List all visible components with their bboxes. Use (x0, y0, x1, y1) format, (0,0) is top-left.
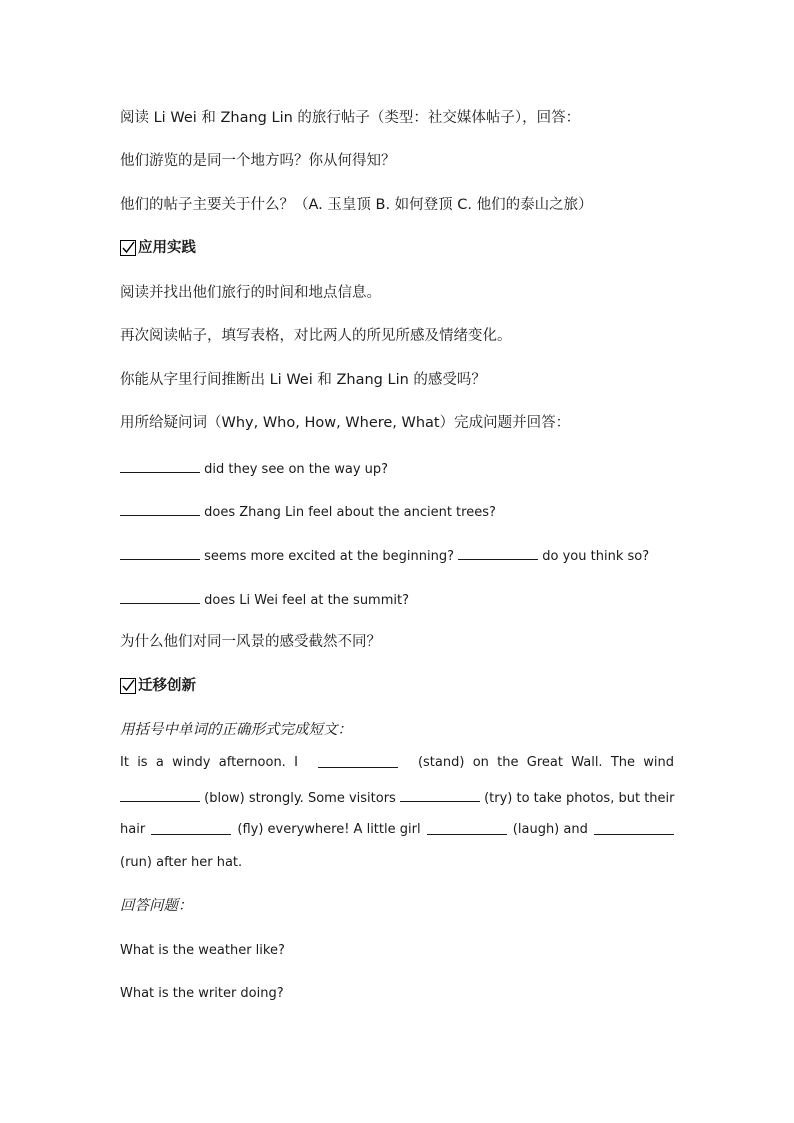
transfer-instruction: 用括号中单词的正确形式完成短文： (120, 722, 352, 738)
answer-blank[interactable] (400, 787, 480, 802)
apply-item-4: 用所给疑问词（Why, Who, How, Where, What）完成问题并回答： (120, 415, 571, 431)
answer-blank[interactable] (318, 753, 398, 768)
apply-item-1: 阅读并找出他们旅行的时间和地点信息。 (120, 285, 381, 301)
answer-blank[interactable] (120, 501, 200, 516)
section-heading-transfer (120, 676, 196, 696)
answer-blank[interactable] (120, 787, 200, 802)
answer-label: 回答问题： (120, 898, 193, 914)
intro-text: 阅读 Li Wei 和 Zhang Lin 的旅行帖子（类型：社交媒体帖子），回答： (120, 110, 581, 126)
answer-blank[interactable] (151, 820, 231, 835)
checkbox-check-icon (120, 240, 136, 256)
passage-line-3: hair (fly) everywhere! A little girl (laugh) and (120, 820, 674, 840)
fill-question-4: does Li Wei feel at the summit? (120, 589, 409, 611)
section-title-transfer: 迁移创新 (138, 678, 196, 694)
section-heading-apply (120, 238, 196, 258)
fill-question-2: does Zhang Lin feel about the ancient trees? (120, 501, 496, 523)
question-why-different: 为什么他们对同一风景的感受截然不同？ (120, 634, 381, 650)
answer-blank[interactable] (120, 589, 200, 604)
passage-line-4: (run) after her hat. (120, 855, 243, 870)
answer-blank[interactable] (458, 545, 538, 560)
apply-item-2: 再次阅读帖子，填写表格，对比两人的所见所感及情绪变化。 (120, 328, 512, 344)
section-title-apply: 应用实践 (138, 240, 196, 256)
question-same-place: 他们游览的是同一个地方吗？你从何得知？ (120, 153, 396, 169)
answer-blank[interactable] (594, 820, 674, 835)
answer-blank[interactable] (427, 820, 507, 835)
checkbox-check-icon (120, 678, 136, 694)
answer-blank[interactable] (120, 458, 200, 473)
passage-line-1: It is a windy afternoon. I (stand) on the Great Wall. The wind (120, 755, 674, 770)
question-main-idea: 他们的帖子主要关于什么？（A. 玉皇顶 B. 如何登顶 C. 他们的泰山之旅） (120, 197, 593, 213)
answer-question-2: What is the writer doing? (120, 986, 284, 1001)
answer-question-1: What is the weather like? (120, 943, 285, 958)
apply-item-3: 你能从字里行间推断出 Li Wei 和 Zhang Lin 的感受吗？ (120, 372, 486, 388)
passage-line-2: (blow) strongly. Some visitors (try) to take photos, but their (120, 787, 674, 809)
fill-question-3: seems more excited at the beginning? do you think so? (120, 545, 649, 567)
answer-blank[interactable] (120, 545, 200, 560)
fill-question-1: did they see on the way up? (120, 458, 388, 480)
